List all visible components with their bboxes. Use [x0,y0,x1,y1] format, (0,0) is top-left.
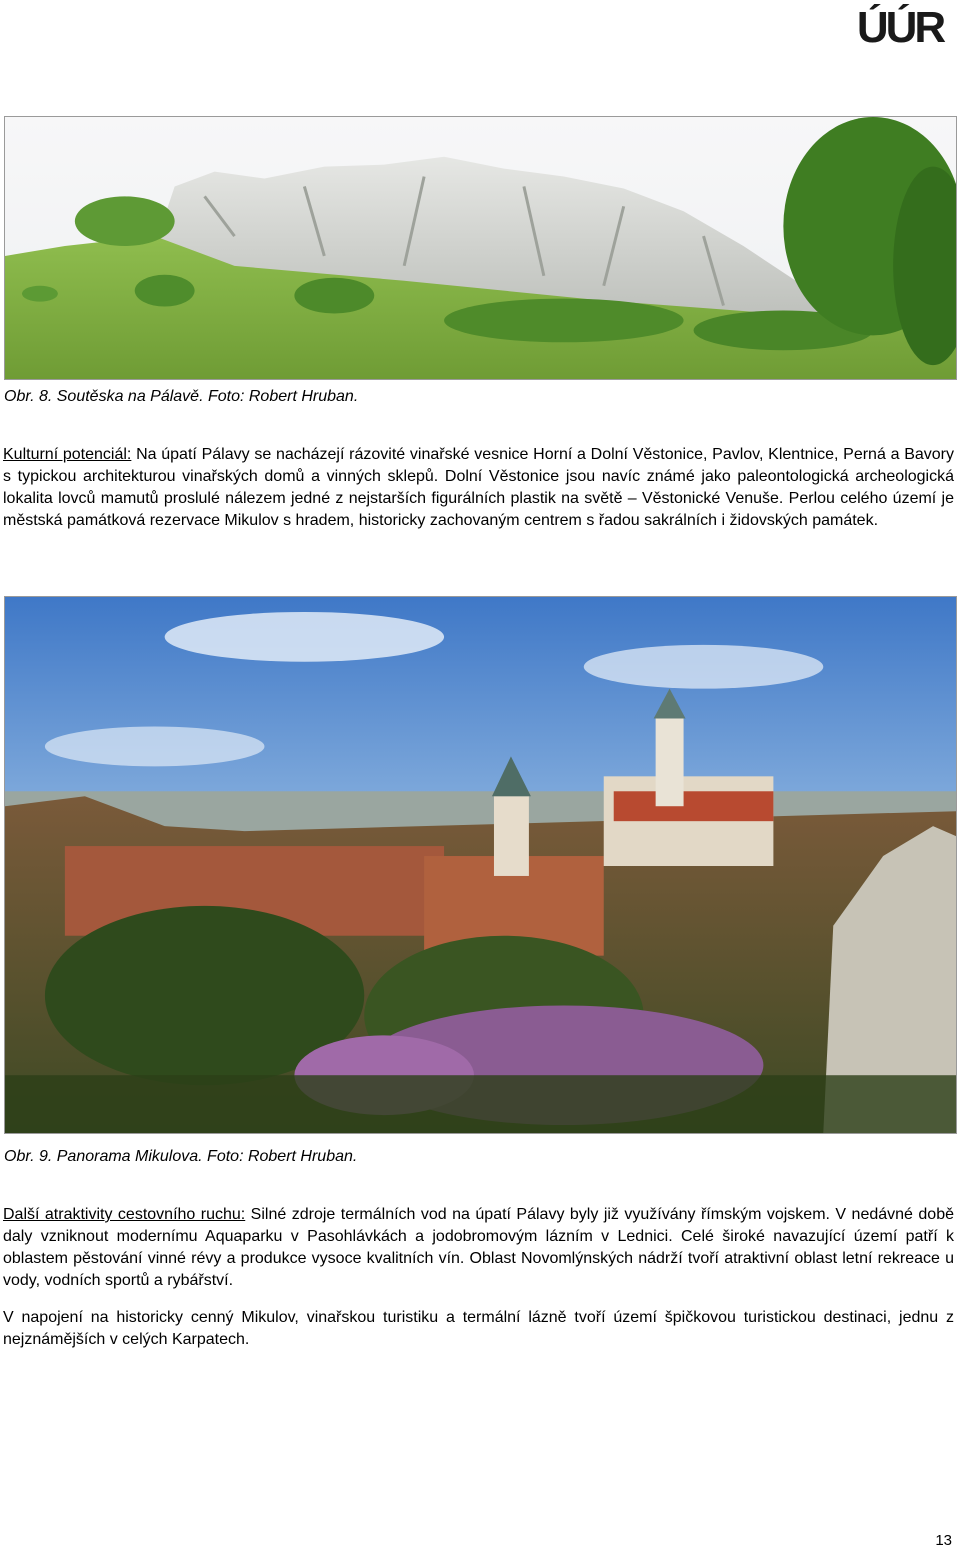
paragraph-other-attractions [3,1204,954,1292]
page-number: 13 [935,1532,952,1549]
paragraph-body: Silné zdroje termálních vod na úpatí Pálavy byly již využívány římským vojskem. V nedávné době daly vzniknout modernímu Aquaparku v Pasohlávkách a jodobromovým lázním v Lednici. Celé široké navazující území patří k oblastem pěstování vinné révy a produkce vysoce kvalitních vín. Oblast Novomlýnských nádrží tvoří atraktivní oblast letní rekreace u vody, vodních sportů a rybářství. [3,1206,954,1289]
paragraph-body: Na úpatí Pálavy se nacházejí rázovité vinařské vesnice Horní a Dolní Věstonice, Pavlov, Klentnice, Perná a Bavory s typickou architekturou vinařských domů a vinných sklepů. Dolní Věstonice jsou navíc známé jako paleontologická archeologická lokalita lovců mamutů proslulé nálezem jedné z nejstarších figurálních plastik na světě – Věstonické Venuše. Perlou celého území je městská památková rezervace Mikulov s hradem, historicky zachovaným centrem s řadou sakrálních i židovských památek. [3,446,954,529]
uur-logo [848,4,952,48]
paragraph-lead: Další atraktivity cestovního ruchu: [3,1206,246,1223]
paragraph-conclusion: V napojení na historicky cenný Mikulov, vinařskou turistiku a termální lázně tvoří území špičkovou turistickou destinaci, jednu z nejznámějších v celých Karpatech. [3,1309,954,1348]
logo-text: ÚÚR [856,4,944,48]
mikulov-panorama-photo [4,596,957,1134]
figure-caption-9: Obr. 9. Panorama Mikulova. Foto: Robert Hruban. [4,1148,358,1165]
cliff-photo [4,116,957,380]
figure-caption-8: Obr. 8. Soutěska na Pálavě. Foto: Robert Hruban. [4,388,359,405]
paragraph-lead: Kulturní potenciál: [3,446,132,463]
paragraph-cultural-potential [3,444,954,532]
